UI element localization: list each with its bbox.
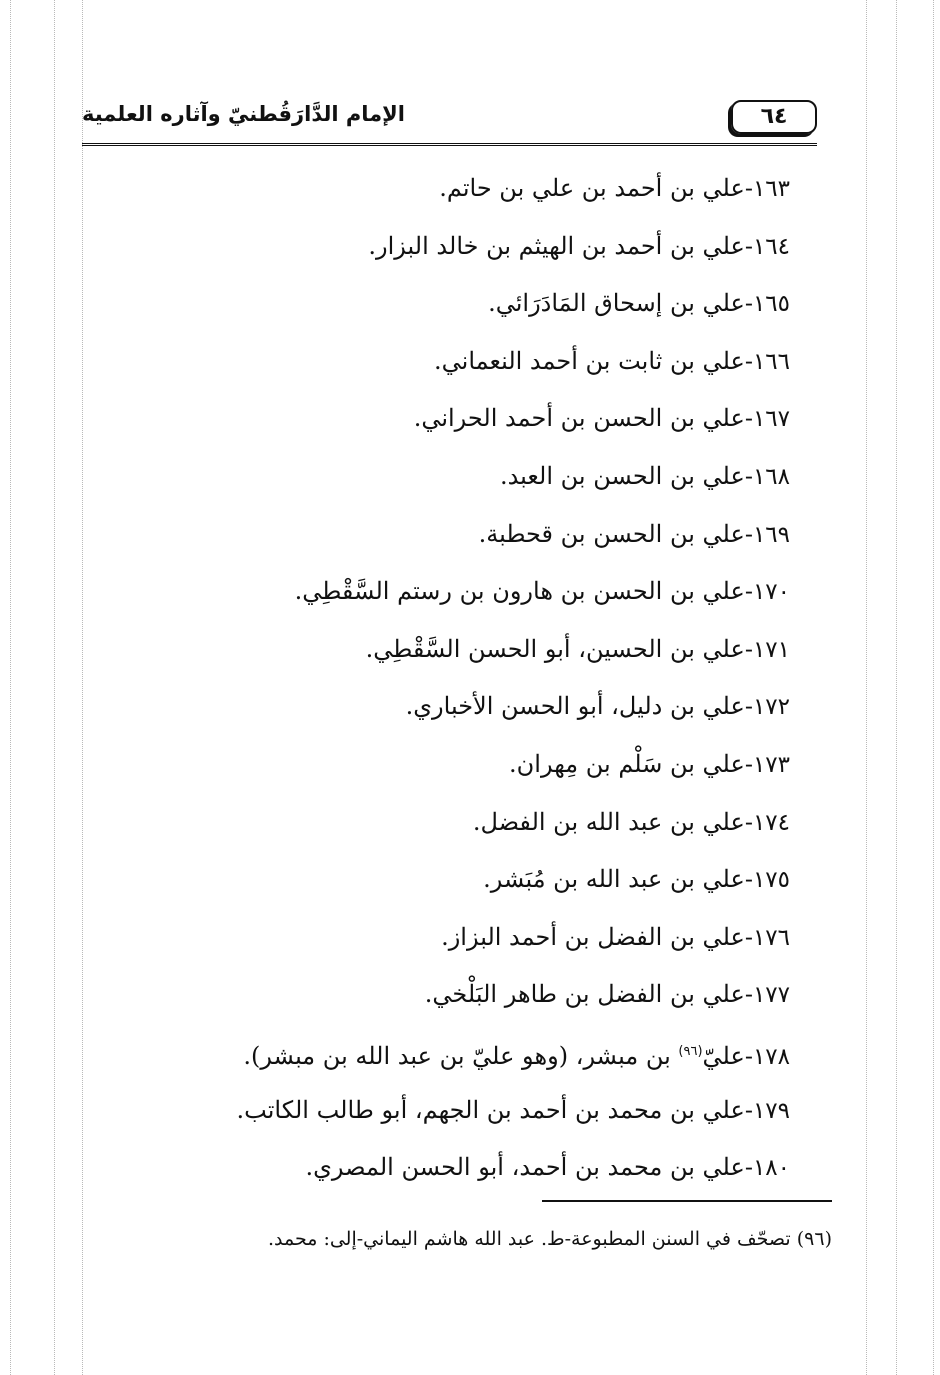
- list-item: ١٧٢-علي بن دليل، أبو الحسن الأخباري.: [405, 692, 790, 721]
- list-item: ١٧١-علي بن الحسين، أبو الحسن السَّقْطِي.: [365, 634, 790, 663]
- page-number: ٦٤: [731, 100, 817, 134]
- entry-number: ١٧١: [752, 636, 790, 663]
- entry-text: علي بن الحسن بن قحطبة.: [478, 519, 745, 548]
- page-header: [82, 100, 817, 146]
- entry-number: ١٧٧: [752, 982, 790, 1009]
- entry-text: علي بن ثابت بن أحمد النعماني.: [434, 346, 745, 375]
- list-item: ١٧٧-علي بن الفضل بن طاهر البَلْخي.: [424, 980, 790, 1009]
- entry-number: ١٧٣: [752, 751, 790, 778]
- entry-number: ١٨٠: [752, 1155, 790, 1182]
- header-rule: [82, 143, 817, 146]
- list-item: ١٦٤-علي بن أحمد بن الهيثم بن خالد البزار.: [368, 231, 790, 260]
- entry-number: ١٦٩: [752, 521, 790, 548]
- entry-text: علي بن الفضل بن طاهر البَلْخي.: [424, 980, 745, 1009]
- list-item: ١٦٧-علي بن الحسن بن أحمد الحراني.: [413, 404, 790, 433]
- entry-number: ١٧٩: [752, 1097, 790, 1124]
- list-item: ١٧٤-علي بن عبد الله بن الفضل.: [472, 807, 790, 836]
- entry-text: علي بن أحمد بن علي بن حاتم.: [439, 174, 745, 202]
- list-item: ١٧٩-علي بن محمد بن أحمد بن الجهم، أبو طالب الكاتب.: [236, 1095, 790, 1124]
- footnote-text: تصحّف في السنن المطبوعة-ط. عبد الله هاشم اليماني-إلى: محمد.: [267, 1228, 791, 1250]
- entry-number: ١٧٢: [752, 694, 790, 721]
- entry-text: علي بن إسحاق المَادَرَائي.: [488, 289, 745, 318]
- entry-text: علي بن عبد الله بن مُبَشر.: [483, 865, 745, 894]
- entry-number: ١٧٤: [752, 809, 790, 836]
- list-item: ١٦٦-علي بن ثابت بن أحمد النعماني.: [434, 346, 790, 375]
- entry-number: ١٧٠: [752, 579, 790, 606]
- entry-number: ١٦٤: [752, 233, 790, 260]
- list-item: ١٨٠-علي بن محمد بن أحمد، أبو الحسن المصري.: [305, 1153, 790, 1182]
- entry-number: ١٦٥: [752, 291, 790, 318]
- entry-text: علي بن محمد بن أحمد بن الجهم، أبو طالب الكاتب.: [236, 1095, 745, 1124]
- footnote-rule: [542, 1200, 832, 1202]
- list-item: ١٦٩-علي بن الحسن بن قحطبة.: [478, 519, 790, 548]
- entry-text: علي بن محمد بن أحمد، أبو الحسن المصري.: [305, 1153, 745, 1182]
- list-item: ١٦٨-علي بن الحسن بن العبد.: [499, 461, 790, 490]
- list-item: ١٦٣-علي بن أحمد بن علي بن حاتم.: [439, 174, 790, 202]
- list-item: ١٧٠-علي بن الحسن بن هارون بن رستم السَّقْطِي.: [294, 577, 790, 606]
- entry-number: ١٧٨: [752, 1043, 790, 1070]
- footnote-reference: (٩٦): [678, 1043, 703, 1059]
- entry-number: ١٦٨: [752, 463, 790, 490]
- running-title: الإمام الدَّارَقُطنيّ وآثاره العلمية: [82, 102, 405, 126]
- entry-text: علي بن عبد الله بن الفضل.: [472, 807, 745, 836]
- entry-text: علي بن الحسين، أبو الحسن السَّقْطِي.: [365, 634, 745, 663]
- entry-text-start: عليّ: [702, 1041, 745, 1070]
- entry-text: علي بن الفضل بن أحمد البزاز.: [441, 922, 745, 951]
- narrator-list: [170, 168, 790, 1205]
- footnote-marker: (٩٦): [796, 1228, 832, 1250]
- entry-text: بن مبشر، (وهو عليّ بن عبد الله بن مبشر).: [243, 1041, 671, 1070]
- list-item: ١٧٦-علي بن الفضل بن أحمد البزاز.: [441, 922, 790, 951]
- entry-text: علي بن الحسن بن هارون بن رستم السَّقْطِي.: [294, 577, 745, 606]
- entry-number: ١٧٦: [752, 924, 790, 951]
- list-item: ١٧٣-علي بن سَلْم بن مِهران.: [509, 749, 790, 778]
- entry-text: علي بن سَلْم بن مِهران.: [509, 749, 745, 778]
- entry-text: علي بن الحسن بن العبد.: [499, 461, 745, 490]
- list-item: ١٧٨-عليّ$^{(٩٦)}$ بن مبشر، (وهو عليّ بن عبد الله بن مبشر).: [243, 1041, 790, 1070]
- entry-number: ١٦٦: [752, 348, 790, 375]
- entry-number: ١٦٧: [752, 406, 790, 433]
- entry-number: ١٦٣: [752, 176, 790, 202]
- footnote: [268, 1228, 832, 1250]
- entry-text: علي بن دليل، أبو الحسن الأخباري.: [405, 692, 745, 721]
- list-item: ١٧٥-علي بن عبد الله بن مُبَشر.: [483, 865, 790, 894]
- entry-text: علي بن أحمد بن الهيثم بن خالد البزار.: [368, 231, 745, 260]
- entry-number: ١٧٥: [752, 867, 790, 894]
- list-item: ١٦٥-علي بن إسحاق المَادَرَائي.: [488, 289, 790, 318]
- entry-text: علي بن الحسن بن أحمد الحراني.: [413, 404, 745, 433]
